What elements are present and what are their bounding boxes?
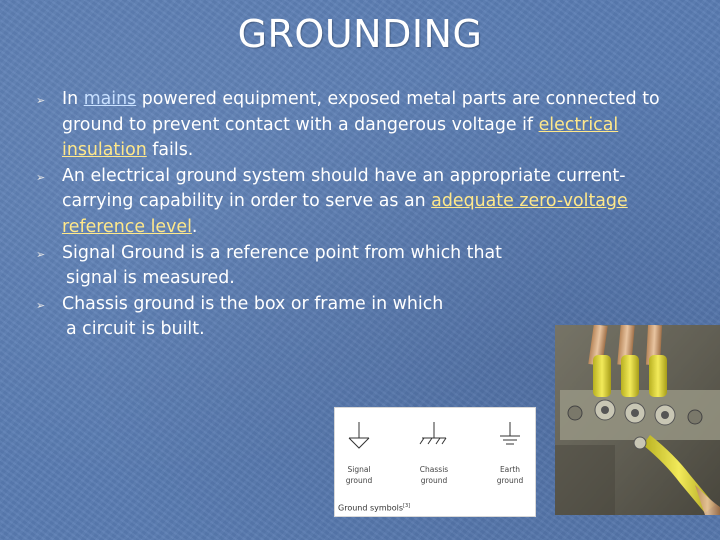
arrow-bullet-icon: ➢: [36, 298, 46, 312]
link-electrical-insulation[interactable]: electrical insulation: [62, 114, 619, 161]
signal-ground-icon: [349, 422, 369, 448]
chassis-ground-label: Chassis ground: [419, 465, 449, 485]
bullet-list: [36, 87, 696, 343]
link-mains[interactable]: mains: [83, 89, 137, 109]
bullet-text: In mains powered equipment, exposed metal parts are connected to ground to prevent contact with a dangerous voltage if electrical insulation fails.: [62, 89, 660, 161]
earth-ground-icon: [500, 422, 520, 444]
arrow-bullet-icon: ➢: [36, 170, 46, 184]
photo-drawing: [555, 325, 720, 515]
bullet-text: Signal Ground is a reference point from which that: [62, 242, 502, 263]
bullet-text: Chassis ground is the box or frame in which: [62, 293, 444, 314]
bullet-item-mains: [36, 87, 696, 164]
grounding-terminals-photo: [555, 325, 720, 515]
ground-symbols-drawing: [335, 408, 537, 518]
bullet-text: An electrical ground system should have an appropriate current-carrying capability in order to serve as an adequate zero-voltage reference level.: [62, 165, 628, 237]
figure-caption: Ground symbols[3]: [338, 503, 411, 513]
link-zero-voltage-reference[interactable]: adequate zero-voltage reference level: [62, 191, 628, 237]
arrow-bullet-icon: ➢: [36, 94, 46, 107]
arrow-bullet-icon: ➢: [36, 247, 46, 261]
bullet-text-continuation: signal is measured.: [66, 268, 235, 289]
slide-title: GROUNDING: [237, 12, 483, 56]
chassis-ground-icon: [420, 422, 446, 444]
bullet-item-signal-ground: [36, 241, 696, 292]
bullet-text-continuation: a circuit is built.: [66, 319, 205, 340]
earth-ground-label: Earth ground: [496, 465, 524, 485]
bullet-item-ground-system: [36, 164, 696, 241]
ground-symbols-figure: [334, 407, 536, 517]
signal-ground-label: Signal ground: [345, 465, 373, 485]
